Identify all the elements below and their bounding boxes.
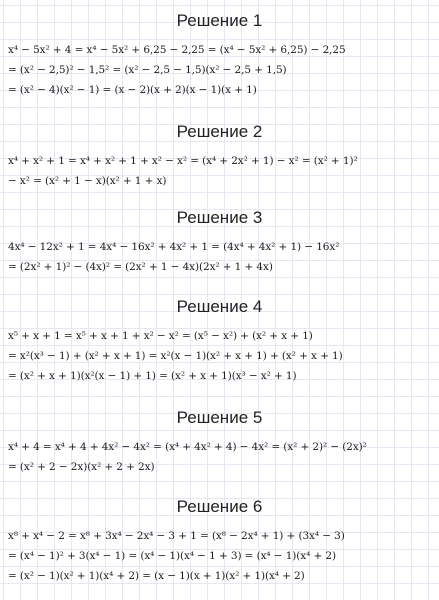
equation-line: − x² = (x² + 1 − x)(x² + 1 + x) [8,175,167,187]
equation-line: = (x² + 2 − 2x)(x² + 2 + 2x) [8,461,155,473]
solution-title: Решение 3 [176,208,263,227]
solution-title: Решение 2 [176,122,263,141]
equation-line: = (x² − 1)(x² + 1)(x⁴ + 2) = (x − 1)(x + 1)(x² + 1)(x⁴ + 2) [8,570,305,582]
equation-line: x⁵ + x + 1 = x⁵ + x + 1 + x² − x² = (x⁵ − x²) + (x² + x + 1) [8,330,313,342]
equation-line: = (2x² + 1)² − (4x)² = (2x² + 1 − 4x)(2x² + 1 + 4x) [8,261,273,273]
solution-6 [0,496,439,586]
solution-4 [0,296,439,386]
solution-2 [0,121,439,191]
equation-line: = (x² − 2,5)² − 1,5² = (x² − 2,5 − 1,5)(x² − 2,5 + 1,5) [8,64,287,76]
equation-line: = (x² + x + 1)(x²(x − 1) + 1) = (x² + x + 1)(x³ − x² + 1) [8,370,297,382]
solution-3 [0,207,439,277]
equation-line: x⁴ + x² + 1 = x⁴ + x² + 1 + x² − x² = (x⁴ + 2x² + 1) − x² = (x² + 1)² [8,155,358,167]
equation-line: = x²(x³ − 1) + (x² + x + 1) = x²(x − 1)(x² + x + 1) + (x² + x + 1) [8,350,343,362]
equation-line: = (x⁴ − 1)² + 3(x⁴ − 1) = (x⁴ − 1)(x⁴ − 1 + 3) = (x⁴ − 1)(x⁴ + 2) [8,550,336,562]
equation-line: x⁴ + 4 = x⁴ + 4 + 4x² − 4x² = (x⁴ + 4x² + 4) − 4x² = (x² + 2)² − (2x)² [8,441,367,453]
solution-title: Решение 4 [176,297,263,316]
equation-line: x⁴ − 5x² + 4 = x⁴ − 5x² + 6,25 − 2,25 = (x⁴ − 5x² + 6,25) − 2,25 [8,44,346,56]
solution-title: Решение 1 [176,11,263,30]
solution-title: Решение 6 [176,497,263,516]
equation-line: = (x² − 4)(x² − 1) = (x − 2)(x + 2)(x − 1)(x + 1) [8,84,257,96]
solution-1 [0,10,439,100]
equation-line: 4x⁴ − 12x² + 1 = 4x⁴ − 16x² + 4x² + 1 = (4x⁴ + 4x² + 1) − 16x² [8,241,340,253]
solution-title: Решение 5 [176,408,263,427]
solution-5 [0,407,439,477]
equation-line: x⁸ + x⁴ − 2 = x⁸ + 3x⁴ − 2x⁴ − 3 + 1 = (x⁸ − 2x⁴ + 1) + (3x⁴ − 3) [8,530,345,542]
